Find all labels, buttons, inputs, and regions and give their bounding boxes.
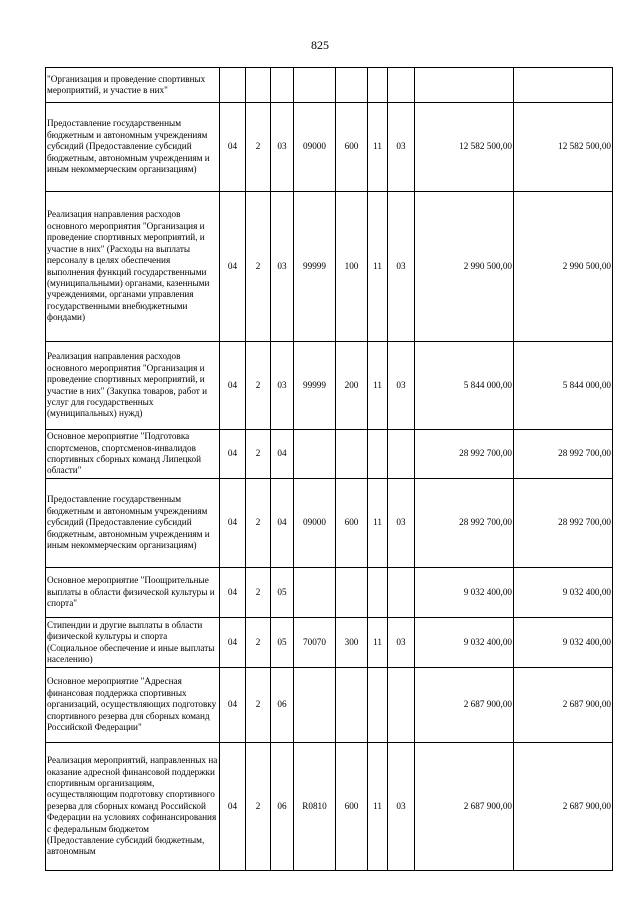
amount-year-1-cell bbox=[415, 68, 514, 103]
amount-year-2-cell: 2 990 500,00 bbox=[514, 192, 613, 342]
row-name-cell: Предоставление государственным бюджетным и автономным учреждениям субсидий (Предоставление субсидий бюджетным, автономным учреждениям и иным некоммерческим организациям) bbox=[46, 103, 220, 192]
section-code-cell: 11 bbox=[368, 103, 388, 192]
amount-year-2-cell: 12 582 500,00 bbox=[514, 103, 613, 192]
table-row bbox=[46, 568, 613, 618]
expense-type-cell bbox=[336, 68, 368, 103]
direction-code-cell: 09000 bbox=[294, 479, 336, 568]
amount-year-1-cell: 12 582 500,00 bbox=[415, 103, 514, 192]
expense-type-cell: 100 bbox=[336, 192, 368, 342]
table-row bbox=[46, 479, 613, 568]
activity-code-cell: 03 bbox=[271, 192, 294, 342]
activity-code-cell: 03 bbox=[271, 103, 294, 192]
direction-code-cell bbox=[294, 668, 336, 743]
section-code-cell bbox=[368, 668, 388, 743]
amount-year-2-cell: 2 687 900,00 bbox=[514, 743, 613, 871]
subsection-code-cell: 03 bbox=[388, 103, 415, 192]
row-name-cell: Реализация направления расходов основного мероприятия "Организация и проведение спортивных мероприятий, и участие в них" (Расходы на выплаты персоналу в целях обеспечения выполнения функций государственными (муниципальными) органами, казенными учреждениями, органами управления государственными внебюджетными фондами) bbox=[46, 192, 220, 342]
expense-type-cell: 200 bbox=[336, 342, 368, 430]
section-code-cell: 11 bbox=[368, 618, 388, 668]
row-name-cell: Стипендии и другие выплаты в области физической культуры и спорта (Социальное обеспечение и иные выплаты населению) bbox=[46, 618, 220, 668]
amount-year-1-cell: 5 844 000,00 bbox=[415, 342, 514, 430]
row-name-cell: Основное мероприятие "Адресная финансовая поддержка спортивных организаций, осуществляющих подготовку спортивного резерва для сборных команд Российской Федерации" bbox=[46, 668, 220, 743]
amount-year-2-cell: 28 992 700,00 bbox=[514, 430, 613, 479]
activity-code-cell: 05 bbox=[271, 618, 294, 668]
row-name-cell: Основное мероприятие "Поощрительные выплаты в области физической культуры и спорта" bbox=[46, 568, 220, 618]
expense-type-cell: 600 bbox=[336, 743, 368, 871]
direction-code-cell bbox=[294, 430, 336, 479]
subprogram-code-cell: 2 bbox=[246, 192, 271, 342]
program-code-cell: 04 bbox=[220, 430, 246, 479]
subprogram-code-cell: 2 bbox=[246, 103, 271, 192]
expense-type-cell: 300 bbox=[336, 618, 368, 668]
table-row bbox=[46, 668, 613, 743]
table-row bbox=[46, 618, 613, 668]
amount-year-1-cell: 28 992 700,00 bbox=[415, 479, 514, 568]
program-code-cell: 04 bbox=[220, 479, 246, 568]
program-code-cell: 04 bbox=[220, 192, 246, 342]
activity-code-cell: 06 bbox=[271, 668, 294, 743]
activity-code-cell: 03 bbox=[271, 342, 294, 430]
expense-type-cell: 600 bbox=[336, 479, 368, 568]
subsection-code-cell: 03 bbox=[388, 479, 415, 568]
direction-code-cell: 70070 bbox=[294, 618, 336, 668]
program-code-cell bbox=[220, 68, 246, 103]
amount-year-1-cell: 2 687 900,00 bbox=[415, 668, 514, 743]
table-row bbox=[46, 103, 613, 192]
subprogram-code-cell: 2 bbox=[246, 668, 271, 743]
expense-type-cell bbox=[336, 568, 368, 618]
section-code-cell: 11 bbox=[368, 479, 388, 568]
direction-code-cell: 99999 bbox=[294, 192, 336, 342]
subsection-code-cell: 03 bbox=[388, 743, 415, 871]
subprogram-code-cell: 2 bbox=[246, 430, 271, 479]
amount-year-2-cell: 5 844 000,00 bbox=[514, 342, 613, 430]
activity-code-cell: 04 bbox=[271, 430, 294, 479]
direction-code-cell bbox=[294, 568, 336, 618]
subsection-code-cell bbox=[388, 668, 415, 743]
amount-year-1-cell: 28 992 700,00 bbox=[415, 430, 514, 479]
budget-table bbox=[45, 67, 613, 871]
amount-year-1-cell: 9 032 400,00 bbox=[415, 618, 514, 668]
program-code-cell: 04 bbox=[220, 618, 246, 668]
direction-code-cell bbox=[294, 68, 336, 103]
program-code-cell: 04 bbox=[220, 342, 246, 430]
subsection-code-cell bbox=[388, 430, 415, 479]
program-code-cell: 04 bbox=[220, 668, 246, 743]
row-name-cell: "Организация и проведение спортивных мероприятий, и участие в них" bbox=[46, 68, 220, 103]
section-code-cell bbox=[368, 430, 388, 479]
subsection-code-cell bbox=[388, 68, 415, 103]
table-row bbox=[46, 342, 613, 430]
row-name-cell: Реализация направления расходов основного мероприятия "Организация и проведение спортивных мероприятий, и участие в них" (Закупка товаров, работ и услуг для государственных (муниципальных) нужд) bbox=[46, 342, 220, 430]
table-row bbox=[46, 430, 613, 479]
expense-type-cell bbox=[336, 668, 368, 743]
activity-code-cell: 04 bbox=[271, 479, 294, 568]
subprogram-code-cell: 2 bbox=[246, 618, 271, 668]
expense-type-cell bbox=[336, 430, 368, 479]
row-name-cell: Предоставление государственным бюджетным и автономным учреждениям субсидий (Предоставление субсидий бюджетным, автономным учреждениям и иным некоммерческим организациям) bbox=[46, 479, 220, 568]
section-code-cell: 11 bbox=[368, 743, 388, 871]
table-row bbox=[46, 743, 613, 871]
row-name-cell: Основное мероприятие "Подготовка спортсменов, спортсменов-инвалидов спортивных сборных команд Липецкой области" bbox=[46, 430, 220, 479]
subsection-code-cell: 03 bbox=[388, 342, 415, 430]
subprogram-code-cell: 2 bbox=[246, 479, 271, 568]
program-code-cell: 04 bbox=[220, 103, 246, 192]
activity-code-cell: 06 bbox=[271, 743, 294, 871]
direction-code-cell: R0810 bbox=[294, 743, 336, 871]
amount-year-2-cell: 9 032 400,00 bbox=[514, 568, 613, 618]
subsection-code-cell bbox=[388, 568, 415, 618]
amount-year-2-cell: 28 992 700,00 bbox=[514, 479, 613, 568]
direction-code-cell: 99999 bbox=[294, 342, 336, 430]
amount-year-1-cell: 9 032 400,00 bbox=[415, 568, 514, 618]
section-code-cell: 11 bbox=[368, 192, 388, 342]
table-row bbox=[46, 68, 613, 103]
expense-type-cell: 600 bbox=[336, 103, 368, 192]
subsection-code-cell: 03 bbox=[388, 192, 415, 342]
budget-table-body bbox=[46, 68, 613, 871]
amount-year-2-cell: 9 032 400,00 bbox=[514, 618, 613, 668]
amount-year-2-cell bbox=[514, 68, 613, 103]
activity-code-cell bbox=[271, 68, 294, 103]
section-code-cell bbox=[368, 68, 388, 103]
program-code-cell: 04 bbox=[220, 743, 246, 871]
subprogram-code-cell bbox=[246, 68, 271, 103]
amount-year-1-cell: 2 990 500,00 bbox=[415, 192, 514, 342]
table-row bbox=[46, 192, 613, 342]
activity-code-cell: 05 bbox=[271, 568, 294, 618]
program-code-cell: 04 bbox=[220, 568, 246, 618]
section-code-cell: 11 bbox=[368, 342, 388, 430]
amount-year-2-cell: 2 687 900,00 bbox=[514, 668, 613, 743]
amount-year-1-cell: 2 687 900,00 bbox=[415, 743, 514, 871]
page-number: 825 bbox=[311, 38, 329, 52]
subprogram-code-cell: 2 bbox=[246, 743, 271, 871]
subsection-code-cell: 03 bbox=[388, 618, 415, 668]
direction-code-cell: 09000 bbox=[294, 103, 336, 192]
row-name-cell: Реализация мероприятий, направленных на оказание адресной финансовой поддержки спортивным организациям, осуществляющим подготовку спортивного резерва для сборных команд Российской Федерации на условиях софинансирования с федеральным бюджетом (Предоставление субсидий бюджетным, автономным bbox=[46, 743, 220, 871]
subprogram-code-cell: 2 bbox=[246, 342, 271, 430]
subprogram-code-cell: 2 bbox=[246, 568, 271, 618]
section-code-cell bbox=[368, 568, 388, 618]
